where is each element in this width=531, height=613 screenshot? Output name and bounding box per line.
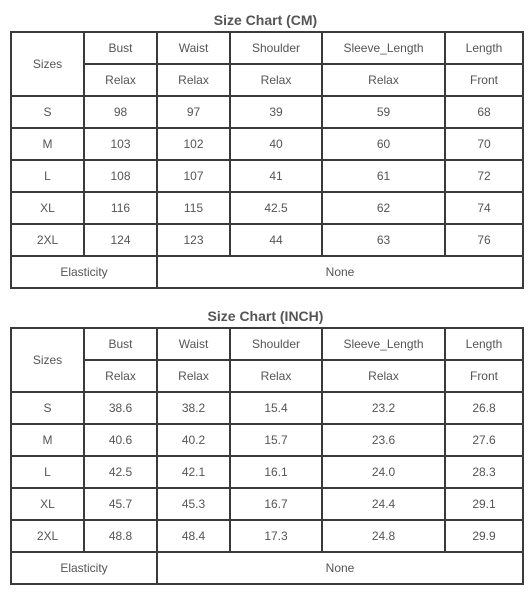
table-cell: 15.7 xyxy=(230,424,322,456)
size-label: M xyxy=(11,424,84,456)
subheader-shoulder: Relax xyxy=(230,64,322,96)
header-bust: Bust xyxy=(84,32,157,64)
elasticity-value: None xyxy=(157,552,523,584)
sizes-header: Sizes xyxy=(11,32,84,96)
size-chart-cm-table xyxy=(10,31,524,289)
subheader-waist: Relax xyxy=(157,64,230,96)
table-row xyxy=(11,96,523,128)
header-shoulder: Shoulder xyxy=(230,32,322,64)
table-cell: 40 xyxy=(230,128,322,160)
elasticity-value: None xyxy=(157,256,523,288)
subheader-bust: Relax xyxy=(84,64,157,96)
table-cell: 102 xyxy=(157,128,230,160)
table-cell: 40.6 xyxy=(84,424,157,456)
table-cell: 16.7 xyxy=(230,488,322,520)
elasticity-row xyxy=(11,552,523,584)
subheader-row xyxy=(11,360,523,392)
table-cell: 124 xyxy=(84,224,157,256)
table-cell: 23.2 xyxy=(322,392,445,424)
table-cell: 97 xyxy=(157,96,230,128)
size-label: XL xyxy=(11,192,84,224)
table-row xyxy=(11,192,523,224)
header-sleeve-length: Sleeve_Length xyxy=(322,32,445,64)
table-cell: 15.4 xyxy=(230,392,322,424)
table-cell: 63 xyxy=(322,224,445,256)
elasticity-label: Elasticity xyxy=(11,256,157,288)
size-label: S xyxy=(11,392,84,424)
size-label: 2XL xyxy=(11,224,84,256)
table-cell: 68 xyxy=(445,96,523,128)
subheader-shoulder: Relax xyxy=(230,360,322,392)
table-cell: 107 xyxy=(157,160,230,192)
header-waist: Waist xyxy=(157,328,230,360)
subheader-sleeve-length: Relax xyxy=(322,64,445,96)
subheader-bust: Relax xyxy=(84,360,157,392)
header-waist: Waist xyxy=(157,32,230,64)
table-cell: 27.6 xyxy=(445,424,523,456)
header-row xyxy=(11,328,523,360)
size-chart-cm-title: Size Chart (CM) xyxy=(213,12,318,28)
size-label: 2XL xyxy=(11,520,84,552)
table-cell: 40.2 xyxy=(157,424,230,456)
table-cell: 72 xyxy=(445,160,523,192)
size-label: L xyxy=(11,160,84,192)
header-sleeve-length: Sleeve_Length xyxy=(322,328,445,360)
table-row xyxy=(11,424,523,456)
table-cell: 28.3 xyxy=(445,456,523,488)
table-cell: 38.6 xyxy=(84,392,157,424)
table-cell: 115 xyxy=(157,192,230,224)
table-cell: 98 xyxy=(84,96,157,128)
table-cell: 48.4 xyxy=(157,520,230,552)
size-label: XL xyxy=(11,488,84,520)
table-cell: 123 xyxy=(157,224,230,256)
table-cell: 42.5 xyxy=(230,192,322,224)
table-cell: 45.3 xyxy=(157,488,230,520)
table-cell: 17.3 xyxy=(230,520,322,552)
table-cell: 39 xyxy=(230,96,322,128)
sizes-header: Sizes xyxy=(11,328,84,392)
table-row xyxy=(11,128,523,160)
table-cell: 38.2 xyxy=(157,392,230,424)
table-cell: 76 xyxy=(445,224,523,256)
table-cell: 23.6 xyxy=(322,424,445,456)
header-shoulder: Shoulder xyxy=(230,328,322,360)
table-row xyxy=(11,520,523,552)
size-label: L xyxy=(11,456,84,488)
table-cell: 29.9 xyxy=(445,520,523,552)
size-label: S xyxy=(11,96,84,128)
table-row xyxy=(11,160,523,192)
size-label: M xyxy=(11,128,84,160)
table-cell: 26.8 xyxy=(445,392,523,424)
table-cell: 70 xyxy=(445,128,523,160)
table-row xyxy=(11,392,523,424)
table-row xyxy=(11,488,523,520)
table-cell: 42.5 xyxy=(84,456,157,488)
table-cell: 16.1 xyxy=(230,456,322,488)
elasticity-label: Elasticity xyxy=(11,552,157,584)
header-row xyxy=(11,32,523,64)
subheader-sleeve-length: Relax xyxy=(322,360,445,392)
subheader-length: Front xyxy=(445,64,523,96)
table-cell: 116 xyxy=(84,192,157,224)
table-cell: 108 xyxy=(84,160,157,192)
subheader-waist: Relax xyxy=(157,360,230,392)
size-chart-inch-table xyxy=(10,327,524,585)
table-cell: 59 xyxy=(322,96,445,128)
table-row xyxy=(11,224,523,256)
header-length: Length xyxy=(445,328,523,360)
subheader-row xyxy=(11,64,523,96)
table-cell: 29.1 xyxy=(445,488,523,520)
table-cell: 42.1 xyxy=(157,456,230,488)
table-cell: 103 xyxy=(84,128,157,160)
header-length: Length xyxy=(445,32,523,64)
table-cell: 60 xyxy=(322,128,445,160)
table-cell: 24.8 xyxy=(322,520,445,552)
table-cell: 74 xyxy=(445,192,523,224)
table-cell: 61 xyxy=(322,160,445,192)
table-cell: 48.8 xyxy=(84,520,157,552)
table-row xyxy=(11,456,523,488)
table-cell: 62 xyxy=(322,192,445,224)
table-cell: 44 xyxy=(230,224,322,256)
table-cell: 24.0 xyxy=(322,456,445,488)
subheader-length: Front xyxy=(445,360,523,392)
elasticity-row xyxy=(11,256,523,288)
table-cell: 24.4 xyxy=(322,488,445,520)
table-cell: 45.7 xyxy=(84,488,157,520)
header-bust: Bust xyxy=(84,328,157,360)
size-chart-inch-title: Size Chart (INCH) xyxy=(207,308,324,324)
table-cell: 41 xyxy=(230,160,322,192)
